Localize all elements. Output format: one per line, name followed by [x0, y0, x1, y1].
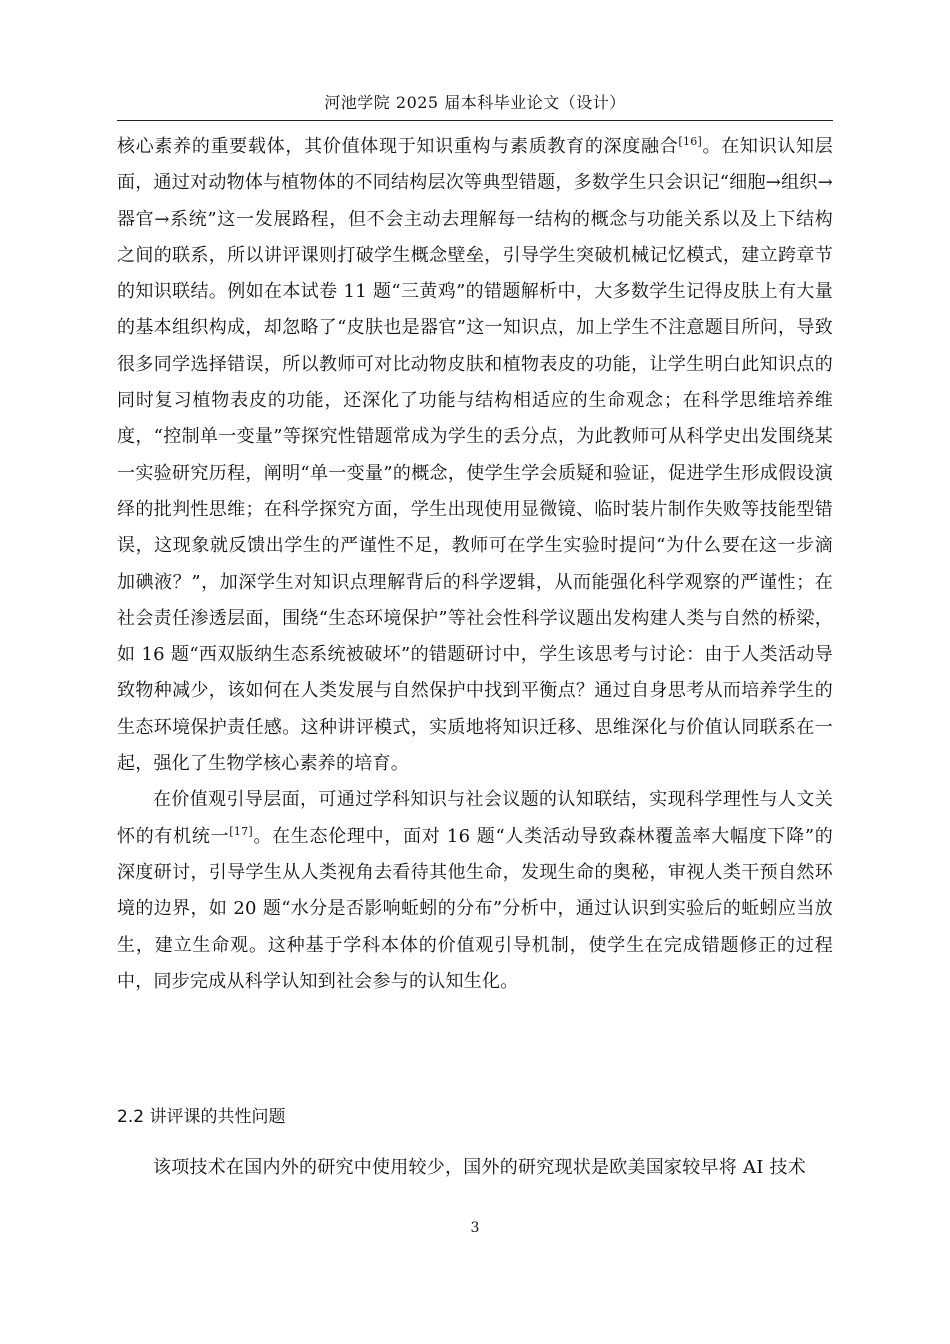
section-heading: 2.2 讲评课的共性问题	[117, 1107, 286, 1127]
paragraph-ai-research: 该项技术在国内外的研究中使用较少，国外的研究现状是欧美国家较早将 AI 技术	[153, 1157, 807, 1178]
running-header: 河池学院 2025 届本科毕业论文（设计）	[324, 93, 626, 112]
body-text	[117, 129, 833, 1000]
paragraph-text: 在价值观引导层面，可通过学科知识与社会议题的认知联结，实现科学理性与人文关怀的有机统一	[117, 789, 833, 847]
page-number: 3	[470, 1220, 480, 1236]
paragraph-value-guidance	[117, 782, 833, 1000]
tail-paragraph-container	[117, 1150, 833, 1186]
paragraph-text: 核心素养的重要载体，其价值体现于知识重构与素质教育的深度融合	[117, 136, 679, 157]
paragraph-text: 。在生态伦理中，面对 16 题“人类活动导致森林覆盖率大幅度下降”的深度研讨，引导学生从人类视角去看待其他生命，发现生命的奥秘，审视人类干预自然环境的边界，如 20 题“水分是否影响蚯蚓的分布”分析中，通过认识到实验后的蚯蚓应当放生，建立生命观。这种基于学科本体的价值观引导机制，使学生在完成错题修正的过程中，同步完成从科学认知到社会参与的认知生化。	[117, 825, 834, 992]
citation-16: [16]	[678, 135, 703, 148]
citation-17: [17]	[229, 824, 253, 838]
paragraph-text: 。在知识认知层面，通过对动物体与植物体的不同结构层次等典型错题，多数学生只会识记“细胞→组织→器官→系统”这一发展路程，但不会主动去理解每一结构的概念与功能关系以及上下结构之间的联系，所以讲评课则打破学生概念壁垒，引导学生突破机械记忆模式，建立跨章节的知识联结。例如在本试卷 11 题“三黄鸡”的错题解析中，大多数学生记得皮肤上有大量的基本组织构成，却忽略了“皮肤也是器官”这一知识点，加上学生不注意题目所问，导致很多同学选择错误，所以教师可对比动物皮肤和植物表皮的功能，让学生明白此知识点的同时复习植物表皮的功能，还深化了功能与结构相适应的生命观念；在科学思维培养维度，“控制单一变量”等探究性错题常成为学生的丢分点，为此教师可从科学史出发围绕某一实验研究历程，阐明“单一变量”的概念，使学生学会质疑和验证，促进学生形成假设演绎的批判性思维；在科学探究方面，学生出现使用显微镜、临时装片制作失败等技能型错误，这现象就反馈出学生的严谨性不足，教师可在学生实验时提问“为什么要在这一步滴加碘液？”，加深学生对知识点理解背后的科学逻辑，从而能强化科学观察的严谨性；在社会责任渗透层面，围绕“生态环境保护”等社会性科学议题出发构建人类与自然的桥梁，如 16 题“西双版纳生态系统被破坏”的错题研讨中，学生该思考与讨论：由于人类活动导致物种减少，该如何在人类发展与自然保护中找到平衡点？通过自身思考从而培养学生的生态环境保护责任感。这种讲评模式，实质地将知识迁移、思维深化与价值认同联系在一起，强化了生物学核心素养的培育。	[117, 136, 834, 775]
paragraph-core-literacy	[117, 129, 833, 782]
header-rule	[117, 120, 833, 121]
